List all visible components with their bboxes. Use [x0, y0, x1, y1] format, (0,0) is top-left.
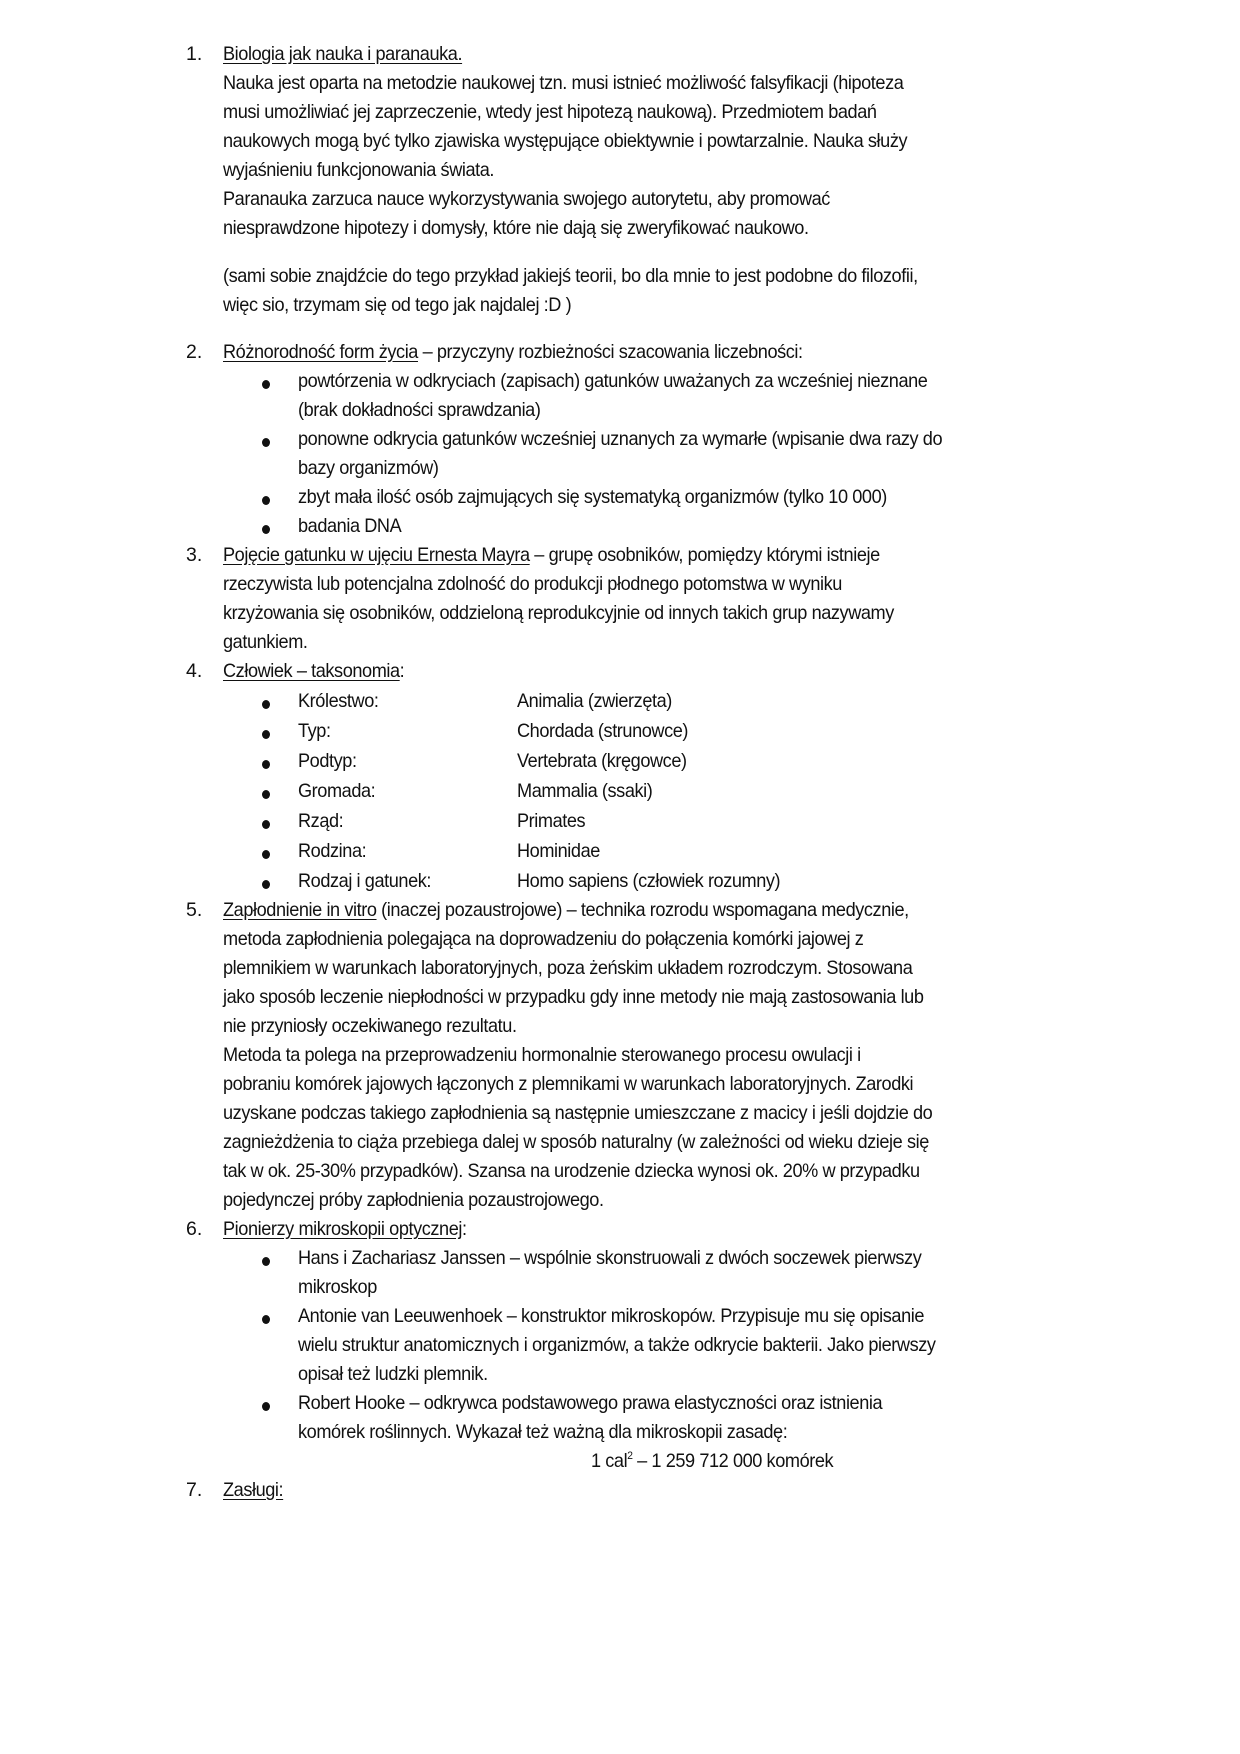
bullet-icon — [262, 525, 270, 534]
taxonomy-value: Chordada (strunowce) — [517, 720, 689, 742]
bullet-line: mikroskop — [298, 1276, 377, 1298]
section-title: Biologia jak nauka i paranauka. — [223, 43, 463, 65]
bullet-icon — [262, 438, 270, 447]
taxonomy-rank: Rząd: — [298, 810, 344, 832]
bullet-icon — [262, 790, 270, 799]
section-title: Różnorodność form życia – przyczyny rozbieżności szacowania liczebności: — [223, 341, 803, 363]
taxonomy-rank: Rodzaj i gatunek: — [298, 870, 432, 892]
taxonomy-value: Animalia (zwierzęta) — [517, 690, 672, 712]
bullet-line: opisał też ludzki plemnik. — [298, 1363, 488, 1385]
paragraph-line: zagnieżdżenia to ciąża przebiega dalej w sposób naturalny (w zależności od wieku dzieje się — [223, 1131, 929, 1153]
taxonomy-rank: Rodzina: — [298, 840, 367, 862]
bullet-line: Antonie van Leeuwenhoek – konstruktor mikroskopów. Przypisuje mu się opisanie — [298, 1305, 925, 1327]
bullet-icon — [262, 380, 270, 389]
bullet-icon — [262, 700, 270, 709]
bullet-line: Hans i Zachariasz Janssen – wspólnie skonstruowali z dwóch soczewek pierwszy — [298, 1247, 922, 1269]
section-number: 2. — [186, 341, 203, 363]
bullet-icon — [262, 1402, 270, 1411]
section-title: Pionierzy mikroskopii optycznej: — [223, 1218, 467, 1240]
taxonomy-rank: Podtyp: — [298, 750, 357, 772]
bullet-icon — [262, 730, 270, 739]
section-title: Pojęcie gatunku w ujęciu Ernesta Mayra – grupę osobników, pomiędzy którymi istnieje — [223, 544, 880, 566]
paragraph-line: nie przyniosły oczekiwanego rezultatu. — [223, 1015, 517, 1037]
bullet-icon — [262, 850, 270, 859]
paragraph-line: metoda zapłodnienia polegająca na doprowadzeniu do połączenia komórki jajowej z — [223, 928, 864, 950]
taxonomy-rank: Gromada: — [298, 780, 376, 802]
paragraph-line: musi umożliwiać jej zaprzeczenie, wtedy jest hipotezą naukową). Przedmiotem badań — [223, 101, 877, 123]
taxonomy-value: Hominidae — [517, 840, 600, 862]
formula: 1 cal$^2$ – 1 259 712 000 komórek — [591, 1450, 834, 1472]
paragraph-line: pobraniu komórek jajowych łączonych z plemnikami w warunkach laboratoryjnych. Zarodki — [223, 1073, 914, 1095]
paragraph-line: jako sposób leczenie niepłodności w przypadku gdy inne metody nie mają zastosowania lub — [223, 986, 924, 1008]
note-line: (sami sobie znajdźcie do tego przykład jakiejś teorii, bo dla mnie to jest podobne do filozofii, — [223, 265, 918, 287]
bullet-icon — [262, 496, 270, 505]
bullet-icon — [262, 1257, 270, 1266]
paragraph-line: Paranauka zarzuca nauce wykorzystywania swojego autorytetu, aby promować — [223, 188, 830, 210]
bullet-line: Robert Hooke – odkrywca podstawowego prawa elastyczności oraz istnienia — [298, 1392, 883, 1414]
bullet-line: ponowne odkrycia gatunków wcześniej uznanych za wymarłe (wpisanie dwa razy do — [298, 428, 943, 450]
bullet-line: wielu struktur anatomicznych i organizmów, a także odkrycie bakterii. Jako pierwszy — [298, 1334, 936, 1356]
taxonomy-value: Vertebrata (kręgowce) — [517, 750, 687, 772]
paragraph-line: Metoda ta polega na przeprowadzeniu hormonalnie sterowanego procesu owulacji i — [223, 1044, 861, 1066]
bullet-icon — [262, 880, 270, 889]
taxonomy-rank: Królestwo: — [298, 690, 379, 712]
paragraph-line: niesprawdzone hipotezy i domysły, które nie dają się zweryfikować naukowo. — [223, 217, 809, 239]
paragraph-line: uzyskane podczas takiego zapłodnienia są następnie umieszczane z macicy i jeśli dojdzie do — [223, 1102, 933, 1124]
section-number: 1. — [186, 43, 203, 65]
paragraph-line: naukowych mogą być tylko zjawiska występujące obiektywnie i powtarzalnie. Nauka służy — [223, 130, 908, 152]
paragraph-line: Nauka jest oparta na metodzie naukowej tzn. musi istnieć możliwość falsyfikacji (hipoteza — [223, 72, 904, 94]
paragraph-line: krzyżowania się osobników, oddzieloną reprodukcyjnie od innych takich grup nazywamy — [223, 602, 894, 624]
bullet-line: powtórzenia w odkryciach (zapisach) gatunków uważanych za wcześniej nieznane — [298, 370, 928, 392]
taxonomy-value: Homo sapiens (człowiek rozumny) — [517, 870, 781, 892]
section-number: 6. — [186, 1218, 203, 1240]
section-title: Zapłodnienie in vitro (inaczej pozaustrojowe) – technika rozrodu wspomagana medycznie, — [223, 899, 909, 921]
bullet-line: komórek roślinnych. Wykazał też ważną dla mikroskopii zasadę: — [298, 1421, 788, 1443]
paragraph-line: tak w ok. 25-30% przypadków). Szansa na urodzenie dziecka wynosi ok. 20% w przypadku — [223, 1160, 920, 1182]
paragraph-line: wyjaśnieniu funkcjonowania świata. — [223, 159, 495, 181]
bullet-icon — [262, 1315, 270, 1324]
taxonomy-rank: Typ: — [298, 720, 331, 742]
bullet-icon — [262, 820, 270, 829]
bullet-line: (brak dokładności sprawdzania) — [298, 399, 541, 421]
section-number: 4. — [186, 660, 203, 682]
note-line: więc sio, trzymam się od tego jak najdalej :D ) — [223, 294, 572, 316]
bullet-icon — [262, 760, 270, 769]
paragraph-line: gatunkiem. — [223, 631, 308, 653]
paragraph-line: plemnikiem w warunkach laboratoryjnych, poza żeńskim układem rozrodczym. Stosowana — [223, 957, 913, 979]
bullet-line: bazy organizmów) — [298, 457, 439, 479]
section-number: 3. — [186, 544, 203, 566]
section-title: Człowiek – taksonomia: — [223, 660, 405, 682]
bullet-line: badania DNA — [298, 515, 402, 537]
paragraph-line: pojedynczej próby zapłodnienia pozaustrojowego. — [223, 1189, 604, 1211]
taxonomy-value: Mammalia (ssaki) — [517, 780, 653, 802]
bullet-line: zbyt mała ilość osób zajmujących się systematyką organizmów (tylko 10 000) — [298, 486, 887, 508]
paragraph-line: rzeczywista lub potencjalna zdolność do produkcji płodnego potomstwa w wyniku — [223, 573, 842, 595]
section-number: 7. — [186, 1479, 203, 1501]
taxonomy-value: Primates — [517, 810, 586, 832]
section-title: Zasługi: — [223, 1479, 284, 1501]
section-number: 5. — [186, 899, 203, 921]
